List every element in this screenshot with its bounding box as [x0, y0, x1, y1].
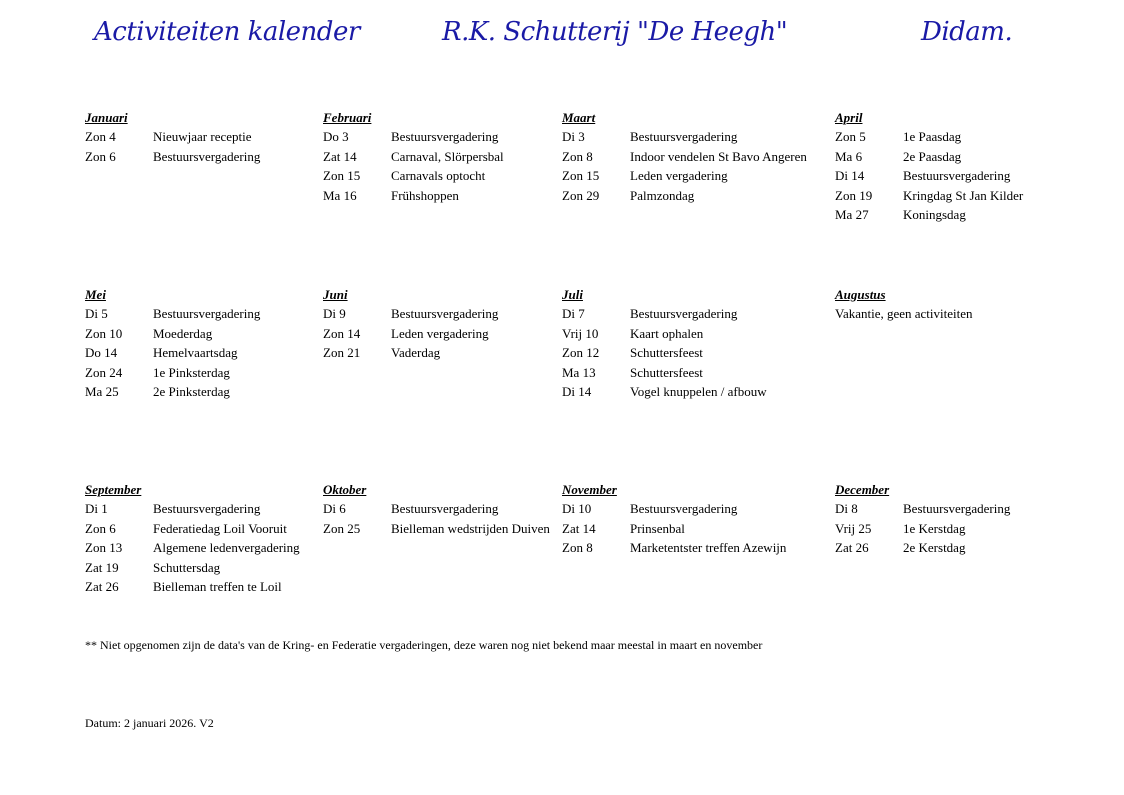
- event-row: [835, 538, 966, 558]
- event-date: Zat 14: [323, 148, 357, 164]
- event-date: Ma 27: [835, 207, 869, 223]
- event-activity: Bestuursvergadering: [391, 501, 499, 516]
- event-row: [85, 538, 300, 558]
- event-date: Do 14: [85, 345, 118, 361]
- event-date: Zon 25: [323, 520, 361, 536]
- month-februari: [323, 108, 504, 205]
- event-activity: 1e Pinksterdag: [153, 364, 230, 380]
- event-activity: Federatiedag Loil Vooruit: [153, 520, 287, 536]
- event-activity: Kringdag St Jan Kilder: [903, 187, 1024, 203]
- month-heading: Maart: [562, 110, 596, 125]
- event-activity: Palmzondag: [630, 187, 695, 203]
- document-title: Activiteiten kalender: [94, 17, 360, 47]
- event-row: [323, 343, 441, 363]
- event-activity: Bestuursvergadering: [903, 501, 1011, 516]
- document-date: Datum: 2 januari 2026. V2: [85, 716, 214, 730]
- event-date: Zon 4: [85, 129, 116, 144]
- event-row: [562, 147, 807, 167]
- event-activity: Carnaval, Slörpersbal: [391, 148, 504, 164]
- event-activity: Vaderdag: [391, 345, 441, 361]
- month-september: [85, 480, 300, 597]
- event-activity: Schuttersfeest: [630, 364, 703, 380]
- event-activity: Marketentster treffen Azewijn: [630, 540, 787, 556]
- event-date: Vrij 25: [835, 520, 872, 536]
- month-maart: [562, 108, 807, 205]
- location-name: Didam.: [921, 17, 1013, 47]
- month-heading: Juli: [562, 287, 583, 302]
- month-januari: [85, 108, 261, 166]
- event-activity: 2e Pinksterdag: [153, 384, 230, 400]
- month-note: Vakantie, geen activiteiten: [835, 306, 973, 321]
- event-activity: Algemene ledenvergadering: [153, 540, 300, 556]
- month-juni: [323, 285, 499, 363]
- event-activity: Koningsdag: [903, 207, 966, 223]
- month-heading: December: [835, 482, 890, 497]
- event-activity: Bestuursvergadering: [630, 306, 738, 321]
- event-row: [835, 186, 1024, 206]
- event-activity: Frühshoppen: [391, 187, 459, 203]
- event-activity: Schuttersdag: [153, 559, 221, 575]
- event-activity: Moederdag: [153, 325, 213, 341]
- event-row: [85, 147, 261, 167]
- event-row: [835, 205, 966, 225]
- event-date: Di 10: [562, 501, 592, 516]
- event-activity: Bestuursvergadering: [630, 129, 738, 144]
- month-heading: Augustus: [835, 287, 886, 302]
- event-date: Zon 21: [323, 345, 361, 361]
- event-date: Di 7: [562, 306, 585, 321]
- event-date: Di 9: [323, 306, 346, 321]
- event-row: [562, 363, 703, 383]
- event-date: Zat 26: [835, 540, 869, 556]
- event-date: Zon 8: [562, 540, 593, 556]
- event-date: Zat 14: [562, 520, 596, 536]
- event-activity: 2e Paasdag: [903, 148, 962, 164]
- event-row: [562, 166, 728, 186]
- event-row: [562, 538, 787, 558]
- event-activity: Bestuursvergadering: [153, 306, 261, 321]
- event-activity: Bestuursvergadering: [391, 129, 499, 144]
- event-row: [85, 363, 230, 383]
- month-heading: Januari: [85, 110, 128, 125]
- event-date: Zon 13: [85, 540, 123, 556]
- event-date: Zon 12: [562, 345, 600, 361]
- event-date: Ma 16: [323, 187, 357, 203]
- month-heading: Juni: [323, 287, 348, 302]
- event-activity: 1e Kerstdag: [903, 520, 966, 536]
- event-row: [835, 127, 962, 147]
- month-april: [835, 108, 1024, 225]
- event-row: [562, 324, 704, 344]
- event-activity: Leden vergadering: [630, 168, 728, 184]
- event-activity: Schuttersfeest: [630, 345, 703, 361]
- event-activity: Kaart ophalen: [630, 325, 704, 341]
- event-date: Do 3: [323, 129, 349, 144]
- month-december: [835, 480, 1011, 558]
- event-date: Ma 13: [562, 364, 596, 380]
- event-date: Di 14: [835, 168, 865, 184]
- event-row: [323, 147, 504, 167]
- month-heading: Februari: [323, 110, 372, 125]
- event-row: [85, 519, 287, 539]
- event-date: Vrij 10: [562, 325, 599, 341]
- event-row: [85, 127, 252, 147]
- event-activity: Indoor vendelen St Bavo Angeren: [630, 148, 807, 164]
- event-row: [835, 166, 1011, 186]
- event-activity: Hemelvaartsdag: [153, 345, 238, 361]
- event-date: Di 3: [562, 129, 585, 144]
- month-juli: [562, 285, 767, 402]
- event-row: [835, 519, 966, 539]
- event-row: [562, 519, 685, 539]
- event-activity: Bielleman treffen te Loil: [153, 579, 282, 595]
- event-row: [562, 382, 767, 402]
- event-activity: Bestuursvergadering: [153, 148, 261, 164]
- event-date: Ma 25: [85, 384, 119, 400]
- event-row: [85, 304, 261, 324]
- event-row: [323, 127, 499, 147]
- event-row: [85, 558, 221, 578]
- event-activity: Prinsenbal: [630, 520, 685, 536]
- organization-name: R.K. Schutterij "De Heegh": [442, 17, 788, 47]
- event-activity: Leden vergadering: [391, 325, 489, 341]
- event-activity: 1e Paasdag: [903, 129, 962, 144]
- event-activity: Bestuursvergadering: [391, 306, 499, 321]
- event-row: [323, 304, 499, 324]
- event-row: [323, 166, 486, 186]
- event-activity: Bestuursvergadering: [903, 168, 1011, 184]
- event-date: Zon 6: [85, 520, 116, 536]
- event-date: Ma 6: [835, 148, 863, 164]
- event-date: Zon 15: [562, 168, 600, 184]
- event-row: [323, 186, 459, 206]
- event-activity: Bestuursvergadering: [153, 501, 261, 516]
- month-oktober: [323, 480, 550, 538]
- event-date: Di 6: [323, 501, 346, 516]
- event-date: Zat 19: [85, 559, 119, 575]
- event-row: [562, 343, 703, 363]
- event-row: [85, 324, 213, 344]
- month-mei: [85, 285, 261, 402]
- event-row: [835, 499, 1011, 519]
- event-date: Zon 14: [323, 325, 361, 341]
- event-row: [323, 499, 499, 519]
- month-heading: September: [85, 482, 142, 497]
- event-row: [85, 382, 230, 402]
- month-augustus: [835, 285, 973, 324]
- month-heading: Oktober: [323, 482, 367, 497]
- event-row: [562, 186, 695, 206]
- month-heading: November: [562, 482, 617, 497]
- month-november: [562, 480, 787, 558]
- event-activity: Carnavals optocht: [391, 168, 486, 184]
- month-heading: April: [835, 110, 863, 125]
- event-date: Zon 6: [85, 148, 116, 164]
- event-date: Zon 29: [562, 187, 600, 203]
- event-row: [562, 304, 738, 324]
- event-date: Di 1: [85, 501, 108, 516]
- event-date: Zon 8: [562, 148, 593, 164]
- event-date: Zon 24: [85, 364, 123, 380]
- event-date: Di 5: [85, 306, 108, 321]
- event-row: [562, 499, 738, 519]
- event-row: [562, 127, 738, 147]
- event-activity: Vogel knuppelen / afbouw: [630, 384, 767, 400]
- footnote: ** Niet opgenomen zijn de data's van de Kring- en Federatie vergaderingen, deze waren nog niet bekend maar meestal in maart en november: [85, 638, 763, 652]
- event-row: [323, 519, 550, 539]
- event-activity: Nieuwjaar receptie: [153, 129, 252, 144]
- event-row: [85, 577, 282, 597]
- event-row: [323, 324, 489, 344]
- event-date: Zat 26: [85, 579, 119, 595]
- event-activity: 2e Kerstdag: [903, 540, 966, 556]
- event-date: Zon 15: [323, 168, 361, 184]
- event-date: Zon 5: [835, 129, 866, 144]
- event-row: [85, 499, 261, 519]
- event-row: [835, 147, 962, 167]
- event-date: Di 8: [835, 501, 858, 516]
- event-date: Di 14: [562, 384, 592, 400]
- event-date: Zon 10: [85, 325, 123, 341]
- event-activity: Bestuursvergadering: [630, 501, 738, 516]
- event-activity: Bielleman wedstrijden Duiven: [391, 520, 550, 536]
- event-date: Zon 19: [835, 187, 873, 203]
- month-heading: Mei: [85, 287, 106, 302]
- event-row: [85, 343, 238, 363]
